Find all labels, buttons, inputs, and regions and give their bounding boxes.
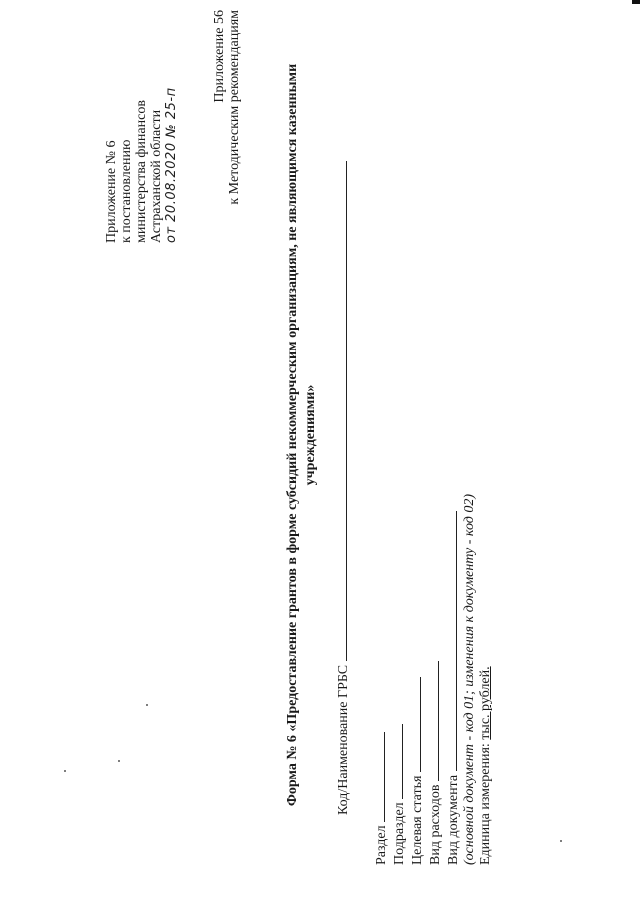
- unit-row: [478, 494, 494, 865]
- grbs-label: Код/Наименование ГРБС: [336, 664, 351, 815]
- grbs-field: [334, 45, 352, 815]
- podrazdel-row: [390, 494, 408, 865]
- appendix-date-line: от 20.08.2020 № 25-п: [164, 87, 179, 243]
- grbs-blank-line: [334, 161, 347, 661]
- vid-dokumenta-blank-line: [444, 511, 457, 771]
- document-code-note: (основной документ - код 01; изменения к документу - код 02): [462, 493, 477, 865]
- appendix-56-title: Приложение 56: [212, 10, 227, 103]
- vid-rashodov-row: [426, 494, 444, 865]
- celevaya-blank-line: [408, 677, 421, 772]
- appendix-56-block: [212, 10, 242, 250]
- celevaya-label: Целевая статья: [410, 775, 425, 865]
- razdel-label: Раздел: [374, 825, 389, 865]
- form-title-line-1: Форма № 6 «Предоставление грантов в форме субсидий некоммерческим организациям, не являющимся казенными: [285, 63, 300, 807]
- unit-value: тыс. рублей.: [478, 666, 493, 740]
- unit-label: Единица измерения:: [478, 743, 493, 865]
- appendix-line: к постановлению: [119, 139, 134, 243]
- vid-dokumenta-row: [444, 494, 462, 865]
- appendix-line: Приложение № 6: [104, 140, 119, 243]
- appendix-block: [104, 13, 179, 243]
- vid-dokumenta-label: Вид документа: [446, 774, 461, 865]
- form-title-line-2: учреждениями»: [303, 384, 318, 486]
- form-title: [284, 5, 320, 865]
- razdel-blank-line: [372, 732, 385, 822]
- appendix-56-subtitle: к Методическим рекомендациям: [227, 10, 242, 205]
- razdel-row: [372, 494, 390, 865]
- vid-rashodov-label: Вид расходов: [428, 784, 443, 865]
- vid-rashodov-blank-line: [426, 661, 439, 781]
- appendix-line: Астраханской области: [149, 109, 164, 243]
- classification-fields: [372, 494, 494, 865]
- podrazdel-blank-line: [390, 724, 403, 799]
- appendix-line: министерства финансов: [134, 100, 149, 243]
- podrazdel-label: Подраздел: [392, 802, 407, 865]
- celevaya-row: [408, 494, 426, 865]
